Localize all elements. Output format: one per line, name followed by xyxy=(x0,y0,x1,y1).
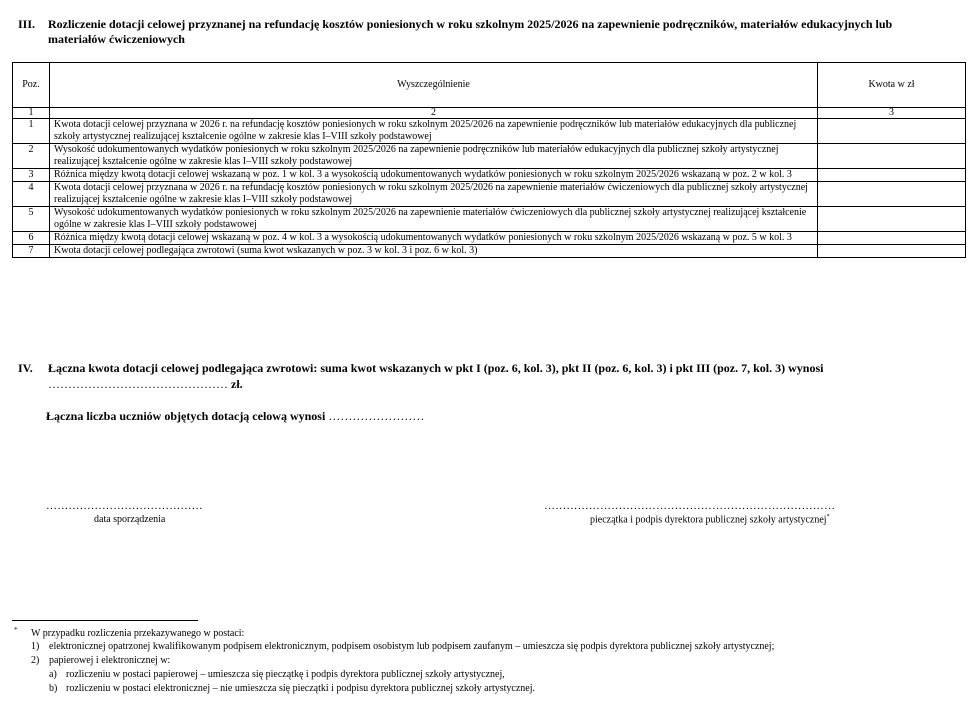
pupils-count-line xyxy=(46,409,424,424)
section-3-number: III. xyxy=(18,17,36,31)
row-amount-field[interactable] xyxy=(818,232,966,245)
row-poz: 6 xyxy=(13,232,50,245)
table-row xyxy=(13,207,966,232)
row-amount-field[interactable] xyxy=(818,207,966,232)
signature-label xyxy=(590,514,830,525)
footnote-item-number: 1) xyxy=(31,641,40,652)
row-amount-field[interactable] xyxy=(818,245,966,258)
footnote-separator xyxy=(12,620,198,621)
table-row xyxy=(13,169,966,182)
footnote-subitem-b: rozliczeniu w postaci elektronicznej – nie umieszcza się pieczątki i podpisu dyrektora publicznej szkoły artystycznej. xyxy=(66,683,535,694)
signature-label-text: pieczątka i podpis dyrektora publicznej szkoły artystycznej xyxy=(590,514,827,526)
header-poz: Poz. xyxy=(13,63,50,108)
column-number: 1 xyxy=(13,108,50,119)
header-description: Wyszczególnienie xyxy=(50,63,818,108)
footnote-item-2: papierowej i elektronicznej w: xyxy=(49,655,171,666)
row-poz: 5 xyxy=(13,207,50,232)
pupils-count-field[interactable]: …………………… xyxy=(328,409,425,423)
settlement-table xyxy=(12,62,966,258)
column-number-row xyxy=(13,108,966,119)
row-description: Wysokość udokumentowanych wydatków poniesionych w roku szkolnym 2025/2026 na zapewnienie podręczników lub materiałów edukacyjnych dla publicznej szkoły artystycznej realizującej kształcenie ogólne w zakresie klas I–VIII szkoły podstawowej xyxy=(50,144,818,169)
table-row xyxy=(13,182,966,207)
footnote-reference: * xyxy=(826,514,830,520)
section-3-title: Rozliczenie dotacji celowej przyznanej na refundację kosztów poniesionych w roku szkolnym 2025/2026 na zapewnienie podręczników, materiałów edukacyjnych lub materiałów ćwiczeniowych xyxy=(48,17,893,46)
total-amount-line xyxy=(48,377,243,392)
table-row xyxy=(13,245,966,258)
date-field[interactable]: …………………………………… xyxy=(46,500,203,512)
footnote-item-number: 2) xyxy=(31,655,40,666)
footnote-subitem-a: rozliczeniu w postaci papierowej – umieszcza się pieczątkę i podpis dyrektora publicznej szkoły artystycznej, xyxy=(66,669,505,680)
footnote-intro: W przypadku rozliczenia przekazywanego w postaci: xyxy=(31,628,245,639)
footnote-item-1: elektronicznej opatrzonej kwalifikowanym podpisem elektronicznym, podpisem osobistym lub podpisem zaufanym – umieszcza się podpis dyrektora publicznej szkoły artystycznej; xyxy=(49,641,775,652)
footnote-subitem-letter: b) xyxy=(49,683,58,694)
row-description: Kwota dotacji celowej przyznana w 2026 r. na refundację kosztów poniesionych w roku szkolnym 2025/2026 na zapewnienie materiałów ćwiczeniowych dla publicznej szkoły artystycznej realizującej kształcenie ogólne w zakresie klas I–VIII szkoły podstawowej xyxy=(50,182,818,207)
row-amount-field[interactable] xyxy=(818,144,966,169)
row-poz: 4 xyxy=(13,182,50,207)
table-row xyxy=(13,119,966,144)
date-label: data sporządzenia xyxy=(94,514,166,525)
signature-field[interactable]: …………………………………………………………………… xyxy=(544,500,836,512)
pupils-count-label: Łączna liczba uczniów objętych dotacją celową wynosi xyxy=(46,409,326,423)
table-header-row xyxy=(13,63,966,108)
row-poz: 7 xyxy=(13,245,50,258)
row-poz: 1 xyxy=(13,119,50,144)
footnote-mark: * xyxy=(14,626,18,634)
header-amount: Kwota w zł xyxy=(818,63,966,108)
table-row xyxy=(13,144,966,169)
row-description: Kwota dotacji celowej przyznana w 2026 r. na refundację kosztów poniesionych w roku szkolnym 2025/2026 na zapewnienie podręczników lub materiałów edukacyjnych dla publicznej szkoły artystycznej realizującej kształcenie ogólne w zakresie klas I–VIII szkoły podstawowej xyxy=(50,119,818,144)
row-poz: 3 xyxy=(13,169,50,182)
column-number: 2 xyxy=(50,108,818,119)
row-description: Wysokość udokumentowanych wydatków poniesionych w roku szkolnym 2025/2026 na zapewnienie materiałów ćwiczeniowych dla publicznej szkoły artystycznej realizującej kształcenie ogólne w zakresie klas I–VIII szkoły podstawowej xyxy=(50,207,818,232)
row-description: Kwota dotacji celowej podlegająca zwrotowi (suma kwot wskazanych w poz. 3 w kol. 3 i poz. 6 w kol. 3) xyxy=(50,245,818,258)
table-row xyxy=(13,232,966,245)
section-4-number: IV. xyxy=(18,361,33,375)
total-amount-field[interactable]: ……………………………………… xyxy=(48,377,228,391)
column-number: 3 xyxy=(818,108,966,119)
row-amount-field[interactable] xyxy=(818,119,966,144)
row-amount-field[interactable] xyxy=(818,182,966,207)
row-poz: 2 xyxy=(13,144,50,169)
row-description: Różnica między kwotą dotacji celowej wskazaną w poz. 4 w kol. 3 a wysokością udokumentowanych wydatków poniesionych w roku szkolnym 2025/2026 wskazaną w poz. 5 w kol. 3 xyxy=(50,232,818,245)
section-4-text: Łączna kwota dotacji celowej podlegająca zwrotowi: suma kwot wskazanych w pkt I (poz. 6, kol. 3), pkt II (poz. 6, kol. 3) i pkt III (poz. 7, kol. 3) wynosi xyxy=(48,361,824,375)
row-description: Różnica między kwotą dotacji celowej wskazaną w poz. 1 w kol. 3 a wysokością udokumentowanych wydatków poniesionych w roku szkolnym 2025/2026 wskazaną w poz. 2 w kol. 3 xyxy=(50,169,818,182)
row-amount-field[interactable] xyxy=(818,169,966,182)
footnote-subitem-letter: a) xyxy=(49,669,57,680)
currency-label: zł. xyxy=(231,377,243,391)
